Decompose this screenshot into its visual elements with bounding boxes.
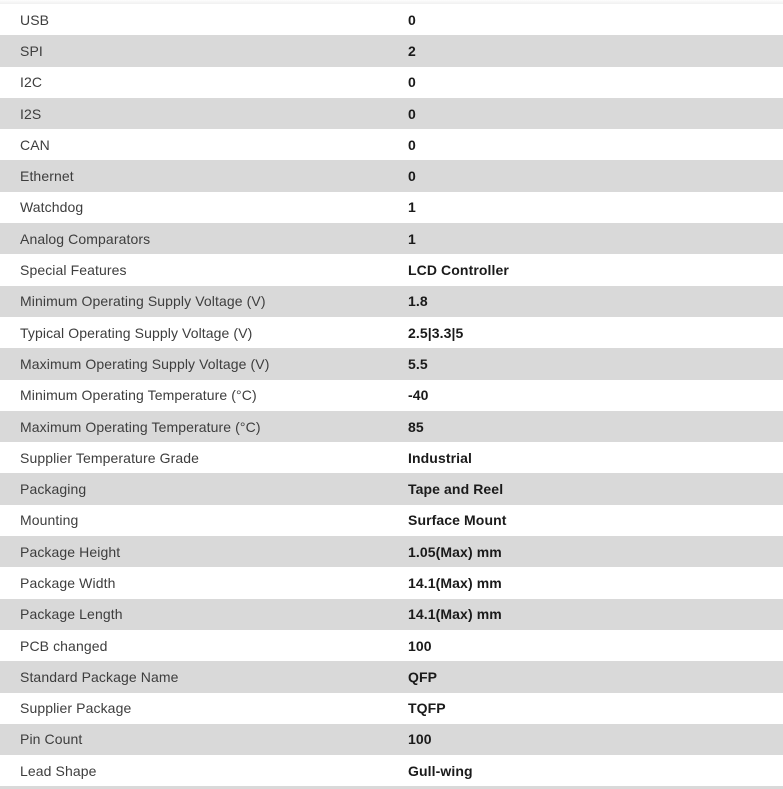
table-row xyxy=(0,693,783,724)
spec-value: 2.5|3.3|5 xyxy=(408,324,464,341)
table-row xyxy=(0,473,783,504)
table-row xyxy=(0,661,783,692)
spec-value: QFP xyxy=(408,668,438,685)
spec-value: 14.1(Max) mm xyxy=(408,574,502,591)
spec-value: TQFP xyxy=(408,700,446,717)
spec-value: 0 xyxy=(408,11,416,28)
spec-label: PCB changed xyxy=(20,637,108,654)
table-row xyxy=(0,567,783,598)
spec-label: Watchdog xyxy=(20,199,84,216)
spec-label: SPI xyxy=(20,42,43,59)
spec-label: I2C xyxy=(20,74,43,91)
spec-label: USB xyxy=(20,11,50,28)
spec-value: 100 xyxy=(408,637,432,654)
table-row xyxy=(0,348,783,379)
spec-label: Packaging xyxy=(20,481,87,498)
spec-value: -40 xyxy=(408,387,429,404)
spec-rows-container xyxy=(0,4,783,786)
spec-label: Package Height xyxy=(20,543,121,560)
table-row xyxy=(0,411,783,442)
spec-label: Supplier Temperature Grade xyxy=(20,449,199,466)
table-row xyxy=(0,599,783,630)
spec-value: 1 xyxy=(408,230,416,247)
spec-label: Lead Shape xyxy=(20,762,97,779)
table-row xyxy=(0,505,783,536)
spec-value: 85 xyxy=(408,418,424,435)
table-row xyxy=(0,317,783,348)
spec-label: Package Width xyxy=(20,574,116,591)
spec-label: Supplier Package xyxy=(20,700,132,717)
spec-value: 0 xyxy=(408,168,416,185)
table-row xyxy=(0,254,783,285)
table-row xyxy=(0,160,783,191)
spec-label: Maximum Operating Temperature (°C) xyxy=(20,418,261,435)
spec-value: 0 xyxy=(408,105,416,122)
table-row xyxy=(0,724,783,755)
table-row xyxy=(0,129,783,160)
spec-value: 1 xyxy=(408,199,416,216)
spec-label: Mounting xyxy=(20,512,79,529)
table-row xyxy=(0,35,783,66)
spec-value: 1.8 xyxy=(408,293,428,310)
spec-value: 5.5 xyxy=(408,355,428,372)
spec-label: I2S xyxy=(20,105,42,122)
table-row xyxy=(0,4,783,35)
spec-label: Special Features xyxy=(20,262,127,279)
table-row xyxy=(0,442,783,473)
table-row xyxy=(0,536,783,567)
spec-value: 100 xyxy=(408,731,432,748)
spec-value: Surface Mount xyxy=(408,512,507,529)
table-row xyxy=(0,755,783,786)
spec-label: Standard Package Name xyxy=(20,668,179,685)
table-row xyxy=(0,223,783,254)
table-row xyxy=(0,380,783,411)
spec-value: 0 xyxy=(408,74,416,91)
table-row xyxy=(0,67,783,98)
spec-label: CAN xyxy=(20,136,50,153)
spec-label: Package Length xyxy=(20,606,123,623)
table-row xyxy=(0,630,783,661)
spec-value: 0 xyxy=(408,136,416,153)
spec-value: 14.1(Max) mm xyxy=(408,606,502,623)
spec-value: LCD Controller xyxy=(408,262,509,279)
table-row xyxy=(0,192,783,223)
spec-label: Minimum Operating Temperature (°C) xyxy=(20,387,257,404)
spec-value: Tape and Reel xyxy=(408,481,504,498)
table-row xyxy=(0,286,783,317)
spec-value: Gull-wing xyxy=(408,762,473,779)
spec-value: Industrial xyxy=(408,449,473,466)
table-row xyxy=(0,98,783,129)
spec-label: Minimum Operating Supply Voltage (V) xyxy=(20,293,266,310)
spec-label: Typical Operating Supply Voltage (V) xyxy=(20,324,253,341)
spec-value: 2 xyxy=(408,42,416,59)
spec-label: Pin Count xyxy=(20,731,83,748)
spec-label: Maximum Operating Supply Voltage (V) xyxy=(20,355,270,372)
spec-value: 1.05(Max) mm xyxy=(408,543,502,560)
spec-label: Ethernet xyxy=(20,168,74,185)
spec-label: Analog Comparators xyxy=(20,230,151,247)
